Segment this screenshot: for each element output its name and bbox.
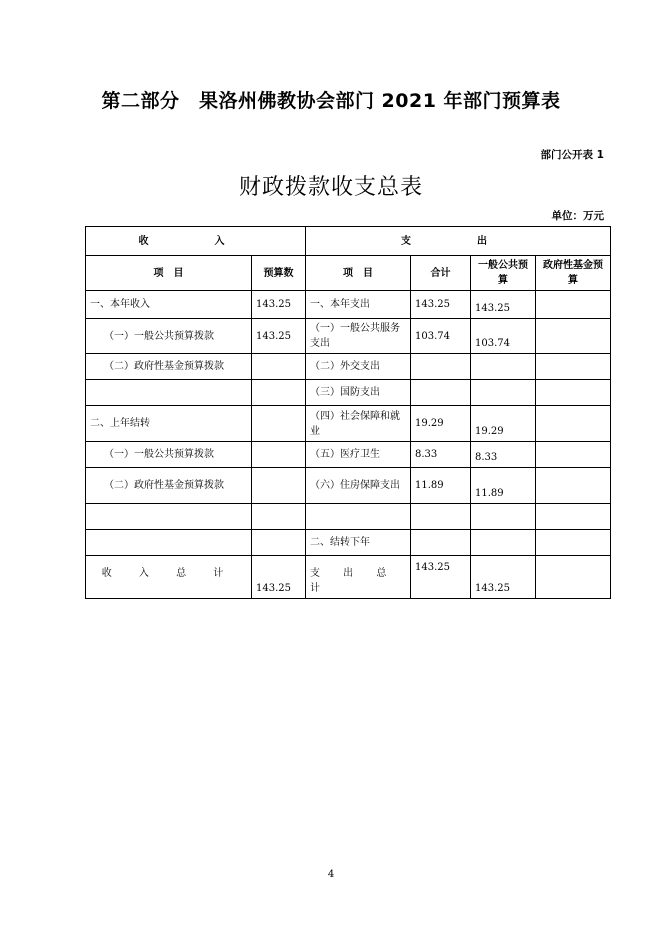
income-item: 一、本年收入	[86, 291, 252, 319]
section-expense-header: 支 出	[306, 227, 611, 256]
page-number: 4	[327, 869, 335, 880]
income-amount	[252, 530, 306, 556]
fund-budget	[536, 468, 611, 504]
table-row	[86, 530, 611, 556]
general-budget: 19.29	[471, 406, 536, 442]
expense-total: 8.33	[411, 442, 471, 468]
income-item	[86, 504, 252, 530]
fund-budget	[536, 291, 611, 319]
general-budget: 143.25	[471, 291, 536, 319]
col-header-fund-budget: 政府性基金预算	[536, 256, 611, 291]
table-row	[86, 504, 611, 530]
expense-total: 143.25	[411, 291, 471, 319]
income-total-label: 收 入 总 计	[86, 556, 252, 599]
table-row	[86, 468, 611, 504]
expense-total	[411, 354, 471, 380]
table-row	[86, 406, 611, 442]
expense-item: （四）社会保障和就业	[306, 406, 411, 442]
general-budget	[471, 504, 536, 530]
table-row	[86, 354, 611, 380]
expense-total: 103.74	[411, 319, 471, 354]
table-row	[86, 442, 611, 468]
general-budget: 8.33	[471, 442, 536, 468]
fund-budget	[536, 530, 611, 556]
expense-item: （六）住房保障支出	[306, 468, 411, 504]
income-amount: 143.25	[252, 319, 306, 354]
unit-label: 单位：万元	[551, 210, 604, 222]
expense-total	[411, 530, 471, 556]
fund-budget	[536, 504, 611, 530]
expense-grand-total: 143.25	[411, 556, 471, 599]
col-header-general-budget: 一般公共预算	[471, 256, 536, 291]
budget-table	[85, 226, 611, 599]
expense-item: （五）医疗卫生	[306, 442, 411, 468]
general-budget: 11.89	[471, 468, 536, 504]
expense-item: （二）外交支出	[306, 354, 411, 380]
income-item: （二）政府性基金预算拨款	[86, 468, 252, 504]
expense-item: 一、本年支出	[306, 291, 411, 319]
general-budget	[471, 530, 536, 556]
expense-total-label: 支 出 总 计	[306, 556, 411, 599]
general-budget	[471, 380, 536, 406]
expense-total: 11.89	[411, 468, 471, 504]
section-income-header: 收 入	[86, 227, 306, 256]
fund-budget	[536, 354, 611, 380]
expense-total	[411, 504, 471, 530]
table-row	[86, 380, 611, 406]
general-budget-total: 143.25	[471, 556, 536, 599]
general-budget: 103.74	[471, 319, 536, 354]
income-item	[86, 380, 252, 406]
table-row	[86, 319, 611, 354]
expense-item: （一）一般公共服务支出	[306, 319, 411, 354]
column-header-row	[86, 256, 611, 291]
fund-budget	[536, 442, 611, 468]
col-header-expense-item: 项 目	[306, 256, 411, 291]
income-item: （二）政府性基金预算拨款	[86, 354, 252, 380]
income-amount	[252, 468, 306, 504]
expense-total: 19.29	[411, 406, 471, 442]
income-item: （一）一般公共预算拨款	[86, 442, 252, 468]
income-item: 二、上年结转	[86, 406, 252, 442]
col-header-income-item: 项 目	[86, 256, 252, 291]
expense-item: （三）国防支出	[306, 380, 411, 406]
income-amount	[252, 406, 306, 442]
totals-row	[86, 556, 611, 599]
table-number: 部门公开表 1	[540, 149, 604, 161]
income-amount: 143.25	[252, 291, 306, 319]
income-amount	[252, 380, 306, 406]
income-amount	[252, 442, 306, 468]
expense-item	[306, 504, 411, 530]
section-header-row	[86, 227, 611, 256]
general-budget	[471, 354, 536, 380]
fund-budget-total	[536, 556, 611, 599]
fund-budget	[536, 380, 611, 406]
income-amount	[252, 504, 306, 530]
part-title: 第二部分 果洛州佛教协会部门 2021 年部门预算表	[101, 90, 561, 112]
col-header-total: 合计	[411, 256, 471, 291]
fund-budget	[536, 319, 611, 354]
expense-item: 二、结转下年	[306, 530, 411, 556]
col-header-income-amount: 预算数	[252, 256, 306, 291]
expense-total	[411, 380, 471, 406]
income-total-amount: 143.25	[252, 556, 306, 599]
fund-budget	[536, 406, 611, 442]
table-row	[86, 291, 611, 319]
table-title: 财政拨款收支总表	[238, 175, 423, 200]
income-amount	[252, 354, 306, 380]
income-item: （一）一般公共预算拨款	[86, 319, 252, 354]
income-item	[86, 530, 252, 556]
